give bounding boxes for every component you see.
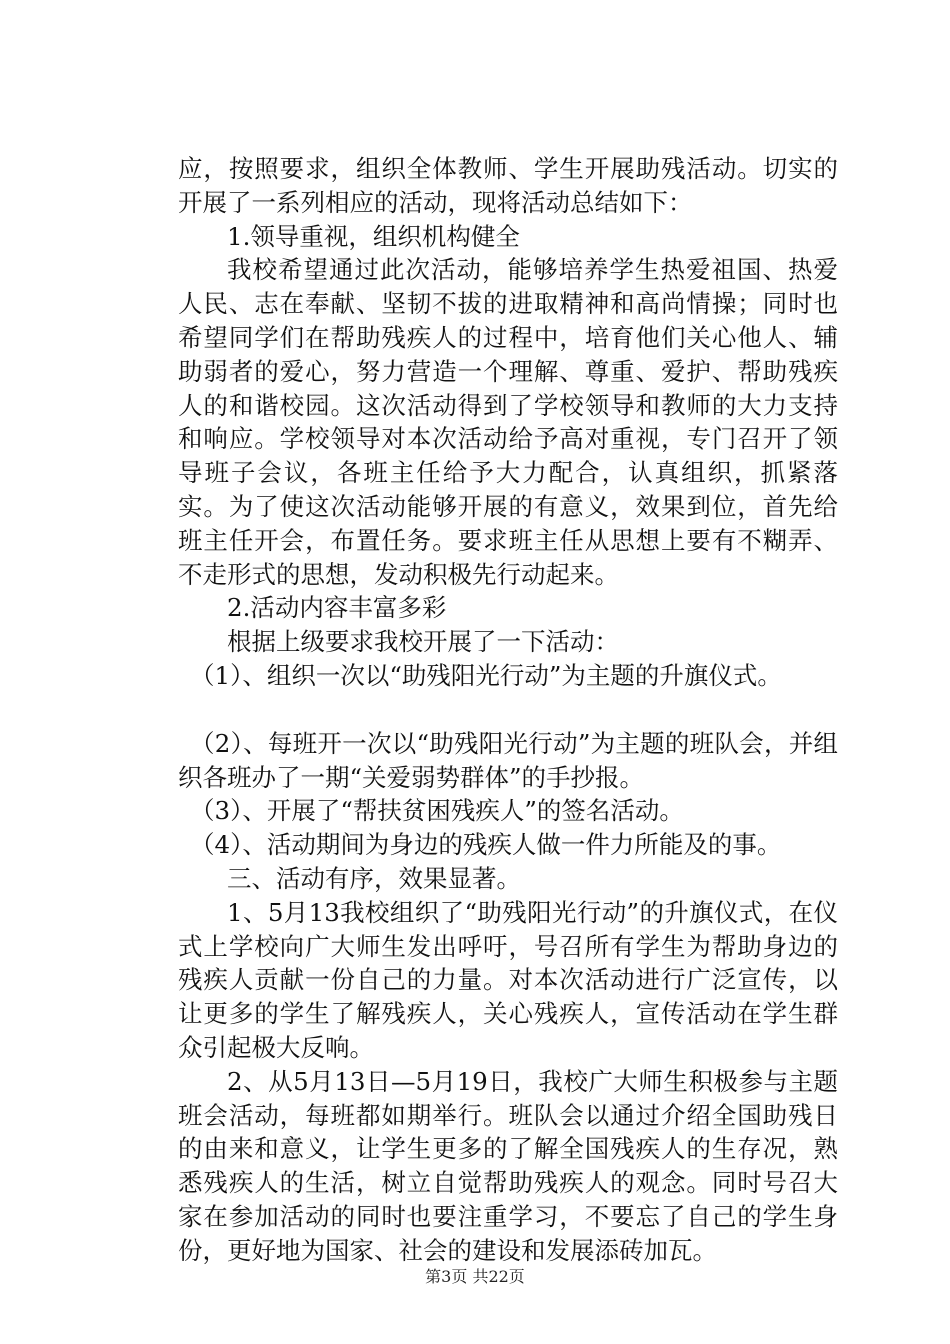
list-item-3: （3）、开展了“帮扶贫困残疾人”的签名活动。: [190, 796, 684, 826]
list-item-2: （2）、每班开一次以“助残阳光行动”为主题的班队会，并组织各班办了一期“关爱弱势群体”的手抄报。: [178, 728, 838, 792]
paragraph-leadership: 我校希望通过此次活动，能够培养学生热爱祖国、热爱人民、志在奉献、坚韧不拔的进取精神和高尚情操；同时也希望同学们在帮助残疾人的过程中，培育他们关心他人、辅助弱者的爱心，努力营造一个理解、尊重、爱护、帮助残疾人的和谐校园。这次活动得到了学校领导和教师的大力支持和响应。学校领导对本次活动给予高对重视，专门召开了领导班子会议，各班主任给予大力配合，认真组织，抓紧落实。为了使这次活动能够开展的有意义，效果到位，首先给班主任开会，布置任务。要求班主任从思想上要有不糊弄、不走形式的思想，发动积极先行动起来。: [178, 255, 838, 589]
section-heading-2: 2.活动内容丰富多彩: [227, 593, 447, 623]
paragraph-activities-intro: 根据上级要求我校开展了一下活动：: [227, 627, 619, 657]
paragraph-flag-ceremony: 1、5月13我校组织了“助残阳光行动”的升旗仪式，在仪式上学校向广大师生发出呼吁，号召所有学生为帮助身边的残疾人贡献一份自己的力量。对本次活动进行广泛宣传，以让更多的学生了解残疾人，关心残疾人，宣传活动在学生群众引起极大反响。: [178, 897, 838, 1062]
paragraph-class-meetings: 2、从5月13日—5月19日，我校广大师生积极参与主题班会活动，每班都如期举行。班队会以通过介绍全国助残日的由来和意义，让学生更多的了解全国残疾人的生存况，熟悉残疾人的生活，树立自觉帮助残疾人的观念。同时号召大家在参加活动的同时也要注重学习，不要忘了自己的学生身份，更好地为国家、社会的建设和发展添砖加瓦。: [178, 1066, 838, 1265]
list-item-1: （1）、组织一次以“助残阳光行动”为主题的升旗仪式。: [190, 660, 782, 690]
page-number-footer: 第3页 共22页: [425, 1267, 525, 1286]
section-heading-1: 1.领导重视，组织机构健全: [227, 221, 520, 251]
document-body: [178, 152, 838, 1268]
section-heading-3: 三、活动有序，效果显著。: [227, 863, 521, 893]
blank-line: [178, 693, 838, 727]
paragraph-intro: 应，按照要求，组织全体教师、学生开展助残活动。切实的开展了一系列相应的活动，现将活动总结如下：: [178, 154, 838, 217]
list-item-4: （4）、活动期间为身边的残疾人做一件力所能及的事。: [190, 830, 782, 860]
